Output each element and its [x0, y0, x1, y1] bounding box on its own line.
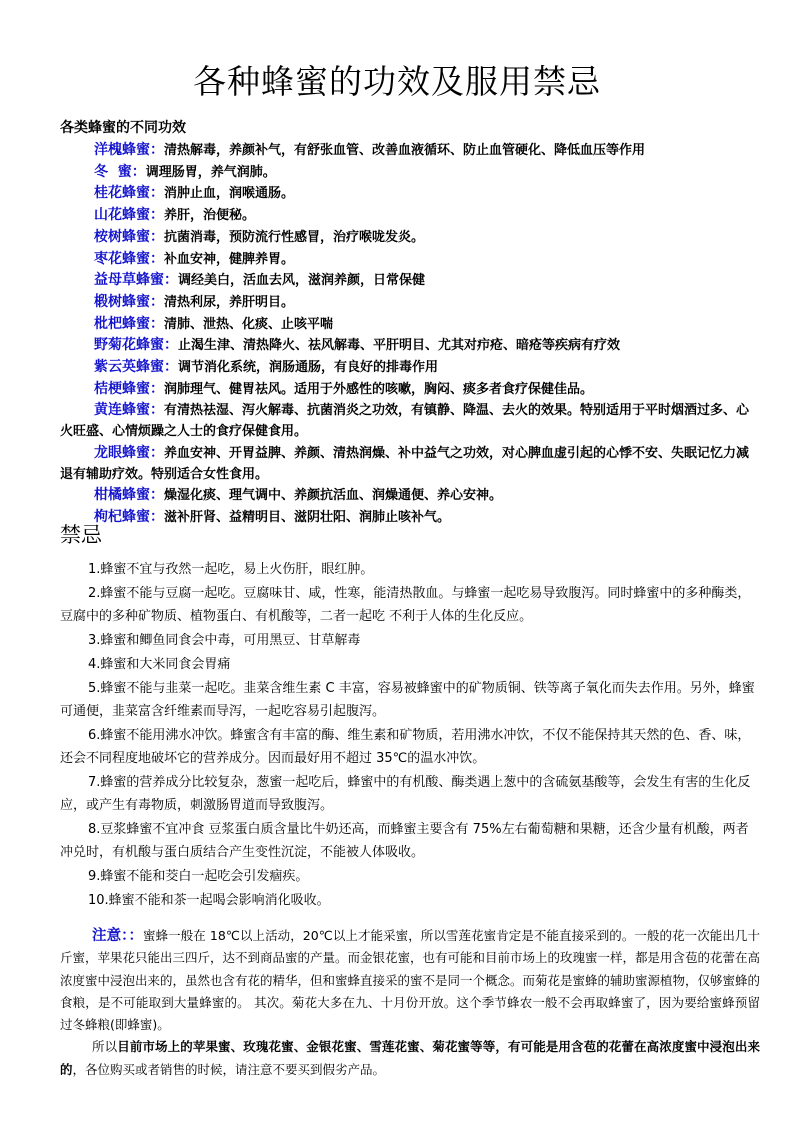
list-item — [60, 249, 760, 271]
honey-name: 冬 蜜： — [94, 163, 146, 180]
taboo-item: 6.蜂蜜不能用沸水冲饮。蜂蜜含有丰富的酶、维生素和矿物质，若用沸水冲饮，不仅不能保持其天然的色、香、味，还会不同程度地破坏它的营养成分。因而最好用不超过 35℃的温水冲饮。 — [60, 728, 751, 766]
taboo-item: 7.蜂蜜的营养成分比较复杂，葱蜜一起吃后，蜂蜜中的有机酸、酶类遇上葱中的含硫氨基酸等，会发生有害的生化反应，或产生有毒物质，刺激肠胃道而导致腹泻。 — [60, 775, 751, 813]
honey-name: 枸杞蜂蜜： — [94, 508, 164, 525]
list-item — [60, 379, 760, 401]
note-label: 注意：： — [92, 928, 144, 944]
honey-effect: 消肿止血，润喉通肠。 — [164, 186, 295, 202]
taboo-item: 4.蜂蜜和大米同食会胃痛 — [88, 657, 231, 672]
honey-effect: 补血安神，健脾养胃。 — [164, 251, 295, 267]
honey-effect: 调节消化系统，润肠通肠，有良好的排毒作用 — [178, 360, 439, 376]
list-item — [60, 183, 760, 205]
honey-effect: 抗菌消毒，预防流行性感冒，治疗喉咙发炎。 — [164, 229, 425, 245]
taboo-item: 8.豆浆蜂蜜不宜冲食 豆浆蛋白质含量比牛奶还高，而蜂蜜主要含有 75%左右葡萄糖和果糖，还含少量有机酸，两者冲兑时，有机酸与蛋白质结合产生变性沉淀，不能被人体吸收。 — [60, 822, 749, 860]
honey-name: 野菊花蜂蜜： — [94, 337, 178, 354]
note-highlight: 目前市场上的苹果蜜、玫瑰花蜜、金银花蜜、雪莲花蜜、菊花蜜等等，有可能是用含苞的花蕾在高浓度蜜中浸泡出来的 — [60, 1039, 760, 1077]
taboo-item: 1.蜂蜜不宜与孜然一起吃，易上火伤肝，眼红肿。 — [88, 562, 374, 577]
honey-effect: 止渴生津、清热降火、祛风解毒、平肝明目、尤其对疖疮、暗疮等疾病有疗效 — [178, 338, 621, 354]
list-item — [60, 314, 760, 336]
honey-effect: 清热解毒，养颜补气，有舒张血管、改善血液循环、防止血管硬化、降低血压等作用 — [164, 143, 646, 158]
taboo-item: 10.蜂蜜不能和茶一起喝会影响消化吸收。 — [88, 893, 330, 908]
page-title: 各种蜂蜜的功效及服用禁忌 — [193, 62, 601, 101]
taboo-item: 3.蜂蜜和鲫鱼同食会中毒，可用黑豆、甘草解毒 — [88, 633, 361, 648]
honey-name: 紫云英蜂蜜： — [94, 359, 178, 376]
note-paragraph — [60, 925, 760, 1036]
honey-name: 龙眼蜂蜜： — [94, 444, 164, 461]
taboo-list — [60, 558, 760, 913]
honey-effect: 清肺、泄热、化痰、止咳平喘 — [164, 316, 334, 332]
honey-name: 椴树蜂蜜： — [94, 293, 164, 310]
note-paragraph — [60, 1036, 760, 1081]
honey-name: 桂花蜂蜜： — [94, 185, 164, 202]
honey-effect: 养肝，治便秘。 — [164, 208, 256, 224]
list-item — [60, 400, 760, 442]
note-section — [60, 925, 760, 1081]
honey-type-list — [60, 140, 760, 529]
note-text: 蜜蜂一般在 18℃以上活动，20℃以上才能采蜜，所以雪莲花蜜肯定是不能直接采到的。一般的花一次能出几十斤蜜，苹果花只能出三四斤，达不到商品蜜的产量。而金银花蜜，也有可能和目前市场上的玫瑰蜜一样，都是用含苞的花蕾在高浓度蜜中浸泡出来的，虽然也含有花的精华，但和蜜蜂直接采的蜜不是同一个概念。而菊花是蜜蜂的辅助蜜源植物，仅够蜜蜂的食粮，是不可能取到大量蜂蜜的。 其次。菊花大多在九、十月份开放。这个季节蜂农一般不会再取蜂蜜了，因为要给蜜蜂预留过冬蜂粮(即蜂蜜)。 — [60, 928, 761, 1033]
honey-effect: 滋补肝肾、益精明目、滋阴壮阳、润肺止咳补气。 — [164, 509, 451, 525]
honey-effect: 有清热祛湿、泻火解毒、抗菌消炎之功效，有镇静、降温、去火的效果。特别适用于平时烟酒过多、心火旺盛、心情烦躁之人士的食疗保健食用。 — [60, 403, 750, 440]
list-item — [60, 507, 760, 529]
honey-name: 枇杷蜂蜜： — [94, 315, 164, 332]
honey-name: 益母草蜂蜜： — [94, 272, 178, 289]
honey-name: 洋槐蜂蜜： — [94, 142, 164, 158]
list-item — [60, 485, 760, 507]
list-item — [60, 443, 760, 485]
honey-effect: 燥湿化痰、理气调中、养颜抗活血、润燥通便、养心安神。 — [164, 488, 503, 504]
list-item — [60, 205, 760, 227]
honey-name: 枣花蜂蜜： — [94, 250, 164, 267]
list-item — [60, 227, 760, 249]
section-heading-taboos: 禁忌 — [60, 523, 102, 547]
honey-effect: 调经美白，活血去风，滋润养颜，日常保健 — [178, 273, 426, 289]
honey-name: 桔梗蜂蜜： — [94, 380, 164, 397]
section-heading-effects: 各类蜂蜜的不同功效 — [60, 120, 186, 136]
note-text: ，各位购买或者销售的时候，请注意不要买到假劣产品。 — [72, 1061, 386, 1077]
taboo-item: 2.蜂蜜不能与豆腐一起吃。豆腐味甘、咸，性寒，能清热散血。与蜂蜜一起吃易导致腹泻。同时蜂蜜中的多种酶类，豆腐中的多种矿物质、植物蛋白、有机酸等，二者一起吃 不利于人体的生化反应。 — [60, 586, 751, 624]
honey-name: 山花蜂蜜： — [94, 207, 164, 224]
honey-name: 柑橘蜂蜜： — [94, 487, 164, 504]
list-item — [60, 140, 760, 162]
honey-name: 桉树蜂蜜： — [94, 228, 164, 245]
list-item — [60, 270, 760, 292]
honey-effect: 养血安神、开胃益脾、养颜、清热润燥、补中益气之功效，对心脾血虚引起的心悸不安、失眠记忆力减退有辅助疗效。特别适合女性食用。 — [60, 445, 750, 482]
list-item — [60, 335, 760, 357]
honey-effect: 清热利尿，养肝明目。 — [164, 294, 295, 310]
taboo-item: 5.蜂蜜不能与韭菜一起吃。韭菜含维生素 C 丰富，容易被蜂蜜中的矿物质铜、铁等离子氧化而失去作用。另外，蜂蜜可通便，韭菜富含纤维素而导泻，一起吃容易引起腹泻。 — [60, 681, 755, 719]
honey-name: 黄连蜂蜜： — [94, 402, 164, 419]
taboo-item: 9.蜂蜜不能和茭白一起吃会引发痼疾。 — [88, 869, 309, 884]
list-item — [60, 292, 760, 314]
honey-effect: 调理肠胃，养气润肺。 — [145, 164, 276, 180]
honey-effect: 润肺理气、健胃祛风。适用于外感性的咳嗽，胸闷、痰多者食疗保健佳品。 — [164, 381, 594, 397]
list-item — [60, 162, 760, 184]
list-item — [60, 357, 760, 379]
note-text: 所以 — [92, 1039, 118, 1055]
